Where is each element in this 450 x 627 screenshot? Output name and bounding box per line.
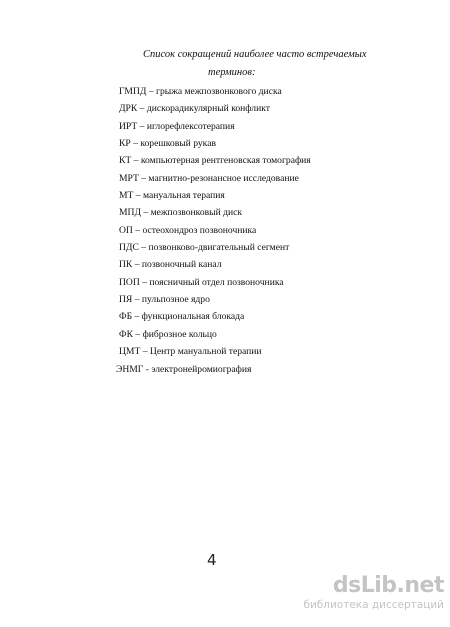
list-item: ФК – фиброзное кольцо [119, 328, 217, 340]
list-item: ЦМТ – Центр мануальной терапии [119, 346, 262, 358]
watermark-subtitle: библиотека диссертаций [303, 599, 444, 611]
list-item: КТ – компьютерная рентгеновская томография [119, 155, 311, 167]
list-item: ДРК – дискорадикулярный конфликт [119, 103, 270, 115]
list-item: ПДС – позвонково-двигательный сегмент [119, 242, 290, 254]
list-item: ФБ – функциональная блокада [119, 311, 245, 323]
list-item: МРТ – магнитно-резонансное исследование [119, 172, 299, 184]
list-item: ПОП – поясничный отдел позвоночника [119, 276, 284, 288]
page-number: 4 [207, 551, 217, 569]
list-item: ПК – позвоночный канал [119, 259, 222, 271]
list-item: ИРТ – иглорефлексотерапия [119, 120, 235, 132]
list-item: МТ – мануальная терапия [119, 190, 225, 202]
page-title-line-1: Список сокращений наиболее часто встречаемых [143, 49, 367, 60]
list-item: ГМПД – грыжа межпозвонкового диска [119, 86, 282, 97]
watermark [276, 574, 444, 612]
list-item: МПД – межпозвонковый диск [119, 207, 243, 219]
list-item: КР – корешковый рукав [119, 138, 216, 150]
list-item: ПЯ – пульпозное ядро [119, 294, 210, 306]
list-item: ОП – остеохондроз позвоночника [119, 224, 257, 236]
list-item: ЭНМГ - электронейромиография [116, 363, 252, 375]
watermark-logo: dsLib.net [332, 573, 444, 598]
page-title-line-2: терминов: [208, 67, 256, 78]
abbreviation-list [116, 83, 311, 378]
